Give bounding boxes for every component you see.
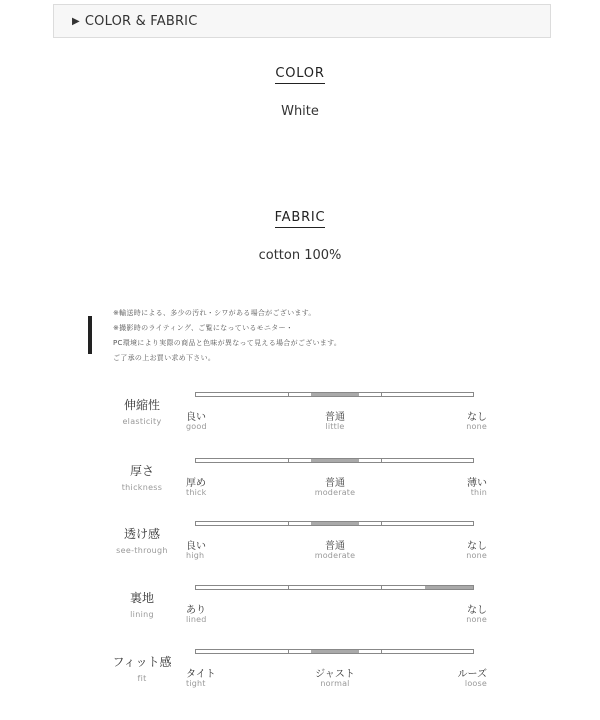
notes-accent-bar: [88, 316, 92, 354]
scale-tick: [381, 585, 382, 590]
scale-left-label-en: lined: [186, 615, 207, 624]
scale-center-label: 普通: [325, 478, 345, 489]
scale-label: 厚さ: [129, 464, 154, 478]
scale-track: [195, 458, 474, 463]
scale-level-indicator: [311, 393, 359, 396]
scale-label: 裏地: [129, 591, 154, 605]
scale-tick: [288, 458, 289, 463]
scale-left-label: あり: [186, 605, 206, 616]
scale-label-en: thickness: [121, 483, 163, 492]
scale-right-label-en: none: [466, 615, 487, 624]
scale-center-label-en: moderate: [314, 551, 356, 560]
scale-left-label: 良い: [186, 412, 206, 423]
fabric-value: cotton 100%: [258, 248, 342, 263]
notes: [113, 306, 341, 366]
scale-track: [195, 649, 474, 654]
scale-row: [0, 458, 600, 518]
scale-center-label: 普通: [325, 541, 345, 552]
scale-right-label: 薄い: [467, 478, 487, 489]
scale-center-label-en: little: [325, 422, 345, 431]
scale-left-label-en: good: [186, 422, 207, 431]
scale-right-label: なし: [467, 605, 487, 616]
color-fabric-toggle[interactable]: [53, 4, 551, 38]
scale-label-en: lining: [130, 610, 154, 619]
scale-left-label-en: thick: [186, 488, 207, 497]
scale-left-label-en: tight: [186, 679, 206, 688]
scale-row: [0, 521, 600, 581]
scale-right-label: なし: [467, 541, 487, 552]
scale-track: [195, 521, 474, 526]
note-line: ご了承の上お買い求め下さい。: [113, 354, 216, 362]
scale-label-en: see-through: [116, 546, 168, 555]
scale-tick: [288, 649, 289, 654]
note-line: PC環境により実際の商品と色味が異なって見える場合がございます。: [113, 339, 342, 347]
scale-tick: [288, 585, 289, 590]
scale-left-label-en: high: [186, 551, 205, 560]
scale-level-indicator: [311, 650, 359, 653]
note-line: ※輸送時による、多少の汚れ・シワがある場合がございます。: [113, 309, 316, 317]
scale-tick: [381, 458, 382, 463]
scale-center-label-en: moderate: [314, 488, 356, 497]
scale-level-indicator: [311, 459, 359, 462]
note-line: ※撮影時のライティング、ご覧になっているモニター・: [113, 324, 294, 332]
scale-right-label: なし: [467, 412, 487, 423]
scale-label: フィット感: [112, 655, 172, 669]
scale-tick: [381, 521, 382, 526]
scale-label: 伸縮性: [123, 398, 160, 412]
scale-right-label: ルーズ: [457, 669, 487, 680]
color-title: COLOR: [0, 66, 600, 81]
scale-right-label-en: none: [466, 422, 487, 431]
scale-row: [0, 585, 600, 645]
scale-row: [0, 392, 600, 452]
scale-track: [195, 585, 474, 590]
scale-right-label-en: thin: [470, 488, 487, 497]
scale-left-label: タイト: [186, 669, 216, 680]
scale-row: [0, 649, 600, 709]
scale-level-indicator: [311, 522, 359, 525]
scale-track: [195, 392, 474, 397]
triangle-right-icon: ▶: [72, 15, 80, 27]
scale-label: 透け感: [123, 527, 160, 541]
scale-right-label-en: none: [466, 551, 487, 560]
scale-tick: [381, 649, 382, 654]
scale-center-label-en: normal: [320, 679, 350, 688]
scale-label-en: fit: [137, 674, 147, 683]
scale-level-indicator: [425, 586, 473, 589]
scale-left-label: 良い: [186, 541, 206, 552]
scale-left-label: 厚め: [186, 478, 206, 489]
scale-tick: [288, 521, 289, 526]
scale-center-label: 普通: [325, 412, 345, 423]
section-header-title: COLOR & FABRIC: [84, 13, 198, 29]
scale-center-label: ジャスト: [315, 669, 355, 680]
fabric-title: FABRIC: [0, 210, 600, 225]
color-value: White: [281, 104, 319, 119]
scale-tick: [288, 392, 289, 397]
scale-tick: [381, 392, 382, 397]
scale-right-label-en: loose: [464, 679, 487, 688]
scale-label-en: elasticity: [122, 417, 162, 426]
